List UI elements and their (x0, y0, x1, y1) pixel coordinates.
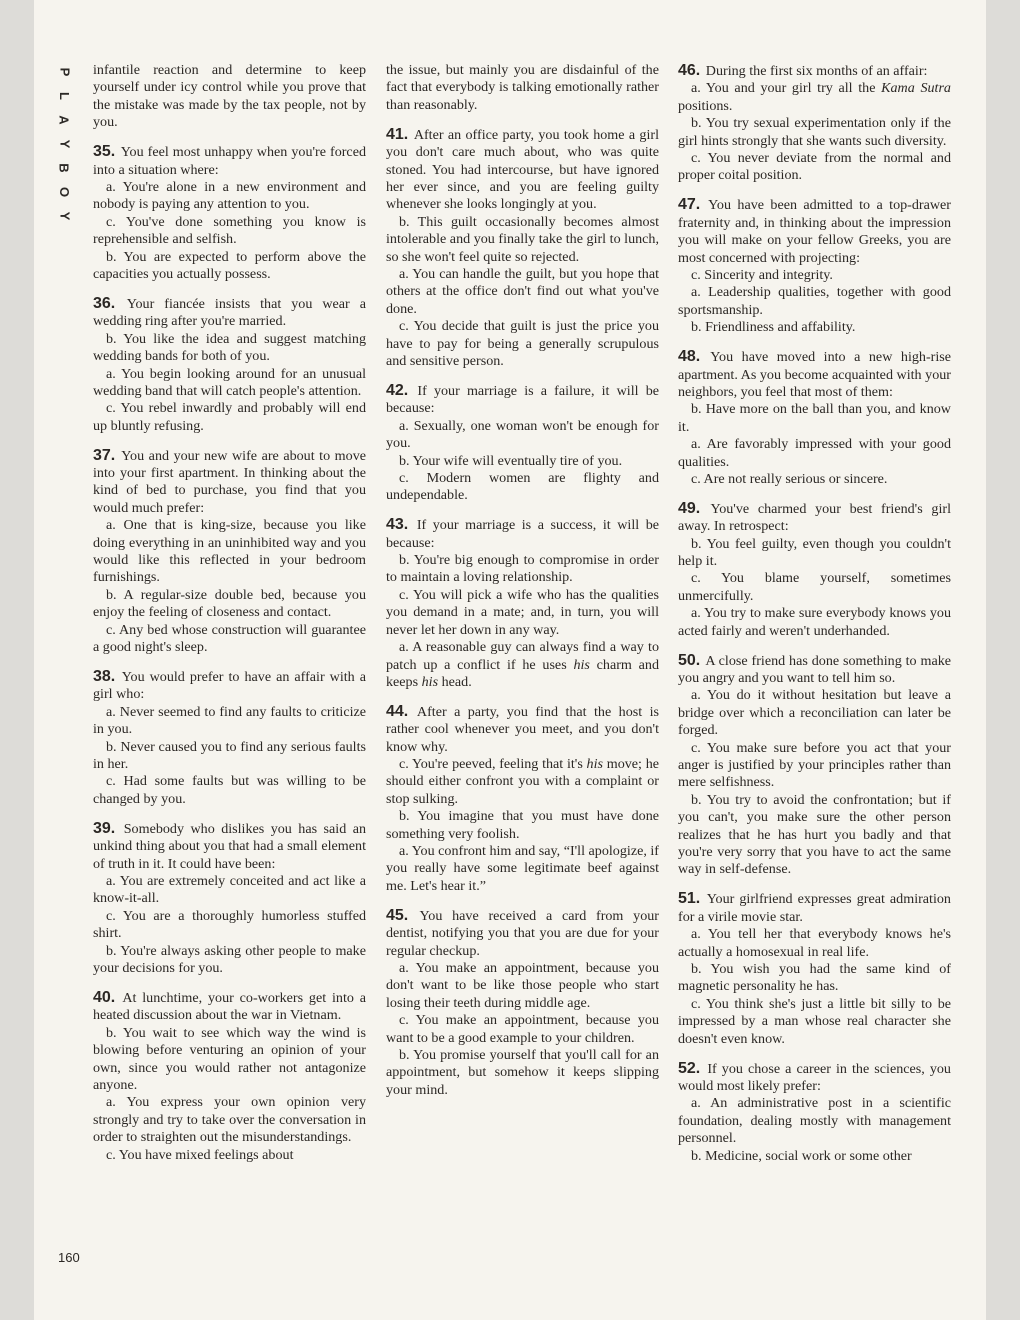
answer-option: c. You think she's just a little bit silly to be impressed by a man whose real character she doesn't even know. (678, 995, 951, 1047)
question-text: Your girlfriend expresses great admiration for a virile movie star. (678, 891, 951, 925)
answer-option: a. You're alone in a new environment and nobody is paying any attention to you. (93, 178, 366, 213)
question-stem (93, 295, 366, 331)
title-letter: O (57, 186, 72, 198)
answer-option: c. You decide that guilt is just the price you have to pay for being a generally scrupulous and sensitive person. (386, 318, 659, 369)
answer-option: b. You're always asking other people to make your decisions for you. (93, 942, 366, 976)
answer-option: b. Have more on the ball than you, and know it. (678, 401, 951, 435)
column-3 (678, 62, 951, 1165)
title-letter: L (56, 92, 72, 100)
question-stem (93, 820, 366, 873)
answer-option: b. You are expected to perform above the capacities you actually possess. (93, 248, 366, 282)
quiz-question (93, 668, 366, 808)
quiz-question (678, 500, 951, 640)
question-stem (386, 907, 659, 960)
answer-option: b. You try to avoid the confrontation; but if you can't, you make sure the other person realizes that he has hurt you badly and that you're very sorry that you have to act the same way in self-defense. (678, 791, 951, 878)
answer-option: a. You and your girl try all the Kama Sutra positions. (678, 80, 951, 114)
answer-option: c. Sincerity and integrity. (691, 266, 833, 283)
quiz-question (386, 703, 659, 895)
column-1-lead-in (93, 62, 366, 132)
quiz-question (93, 989, 366, 1164)
question-number: 48. (678, 348, 701, 366)
answer-option: a. You try to make sure everybody knows you acted fairly and weren't underhanded. (678, 605, 951, 639)
question-number: 39. (93, 819, 116, 837)
quiz-question (93, 820, 366, 978)
lead-in-text: infantile reaction and determine to keep yourself under icy control while you prove that the mistake was made by the tax people, not by you. (93, 62, 366, 131)
question-text: After an office party, you took home a girl you don't care much about, who was quite stoned. You had intercourse, but have ignored her ever since, and you are feeling guilty whenever she looks longingly at you. (386, 126, 660, 213)
answer-option: b. Medicine, social work or some other (691, 1147, 912, 1164)
answer-option: a. You are extremely conceited and act like a know-it-all. (93, 872, 366, 907)
answer-option: b. This guilt occasionally becomes almost intolerable and you finally take the girl to lunch, so she won't feel quite so rejected. (386, 213, 659, 265)
answer-option: b. You wait to see which way the wind is blowing before venturing an opinion of your own, since you would rather not antagonize anyone. (93, 1024, 366, 1093)
question-text: You've charmed your best friend's girl away. In retrospect: (678, 500, 951, 535)
question-number: 36. (93, 294, 116, 312)
question-number: 50. (678, 651, 701, 669)
question-number: 51. (678, 890, 701, 908)
answer-option: a. You tell her that everybody knows he's actually a homosexual in real life. (678, 926, 951, 960)
question-number: 38. (93, 668, 116, 685)
answer-option: a. Never seemed to find any faults to criticize in you. (93, 703, 366, 738)
quiz-question (678, 652, 951, 879)
question-number: 42. (386, 381, 409, 399)
quiz-question (386, 126, 659, 371)
answer-option: b. You're big enough to compromise in order to maintain a loving relationship. (386, 552, 659, 586)
question-text: At lunchtime, your co-workers get into a heated discussion about the war in Vietnam. (93, 989, 367, 1024)
answer-option: a. A reasonable guy can always find a way to patch up a conflict if he uses his charm and keeps his head. (386, 639, 659, 690)
question-text: During the first six months of an affair: (705, 63, 928, 79)
column-1 (93, 62, 366, 1164)
column-2-questions (386, 126, 659, 1100)
answer-option: c. You never deviate from the normal and proper coital position. (678, 150, 951, 184)
question-number: 41. (386, 125, 409, 143)
column-3-questions (678, 62, 951, 1165)
question-stem (678, 348, 951, 401)
answer-option: b. A regular-size double bed, because you enjoy the feeling of closeness and contact. (93, 586, 366, 621)
answer-option: c. Had some faults but was willing to be changed by you. (93, 773, 366, 807)
question-stem (93, 989, 366, 1025)
magazine-title (56, 60, 72, 228)
answer-option: c. You will pick a wife who has the qualities you demand in a mate; and, in turn, you will never let her down in any way. (386, 586, 659, 638)
answer-option: c. You're peeved, feeling that it's his move; he should either confront you with a complaint or stop sulking. (386, 756, 659, 807)
answer-option: b. You like the idea and suggest matching wedding bands for both of you. (93, 330, 366, 365)
question-stem (678, 1060, 951, 1096)
question-text: If your marriage is a success, it will be because: (386, 517, 659, 551)
answer-option: b. Your wife will eventually tire of you. (399, 452, 623, 469)
question-stem (678, 196, 951, 267)
quiz-question (93, 143, 366, 283)
title-letter: Y (56, 139, 72, 149)
question-text: You have received a card from your dentist, notifying you that you are due for your regular checkup. (386, 907, 659, 959)
answer-option: b. You imagine that you must have done something very foolish. (386, 808, 659, 842)
column-2 (386, 62, 659, 1099)
question-text: You and your new wife are about to move into your first apartment. In thinking about the kind of bed to purchase, you find that you would much prefer: (93, 447, 366, 516)
title-letter: Y (56, 211, 72, 221)
title-letter: B (56, 163, 72, 173)
quiz-question (678, 890, 951, 1048)
answer-option: c. You have mixed feelings about (106, 1146, 294, 1163)
column-1-questions (93, 143, 366, 1164)
quiz-question (386, 382, 659, 505)
question-stem (678, 890, 951, 926)
question-text: You would prefer to have an affair with a girl who: (93, 669, 366, 703)
question-number: 35. (93, 143, 116, 161)
answer-option: c. You blame yourself, sometimes unmercifully. (678, 570, 951, 604)
answer-option: c. You make an appointment, because you want to be a good example to your children. (386, 1012, 659, 1046)
quiz-question (93, 447, 366, 657)
emphasis: his (418, 673, 442, 690)
question-number: 44. (386, 702, 409, 720)
quiz-question (678, 62, 951, 185)
answer-option: a. An administrative post in a scientific foundation, dealing mostly with management personnel. (678, 1095, 951, 1147)
question-text: If you chose a career in the sciences, you would most likely prefer: (678, 1060, 951, 1094)
lead-in-text: the issue, but mainly you are disdainful of the fact that everybody is talking emotionally rather than reasonably. (386, 62, 659, 113)
answer-option: b. You wish you had the same kind of magnetic personality he has. (678, 961, 951, 995)
answer-option: b. You try sexual experimentation only if the girl hints strongly that she wants such diversity. (678, 115, 951, 149)
question-number: 40. (93, 988, 116, 1006)
question-stem (93, 668, 366, 704)
question-text: A close friend has done something to make you angry and you want to tell him so. (678, 652, 952, 686)
quiz-question (678, 348, 951, 488)
question-number: 37. (93, 446, 116, 464)
answer-option: c. Modern women are flighty and undependable. (386, 469, 659, 504)
question-stem (678, 652, 951, 688)
answer-option: b. You promise yourself that you'll call for an appointment, but somehow it keeps slipping your mind. (386, 1047, 659, 1098)
answer-option: c. You make sure before you act that your anger is justified by your principles rather than mere selfishness. (678, 739, 951, 791)
question-number: 43. (386, 516, 409, 534)
quiz-question (386, 907, 659, 1099)
answer-option: a. Are favorably impressed with your good qualities. (678, 436, 951, 470)
question-number: 45. (386, 906, 409, 924)
question-stem (386, 516, 659, 552)
answer-option: a. Sexually, one woman won't be enough for you. (386, 417, 659, 452)
column-2-lead-in (386, 62, 659, 114)
question-number: 47. (678, 196, 701, 214)
answer-option: a. You make an appointment, because you don't want to be like those people who start losing their teeth during middle age. (386, 960, 659, 1011)
emphasis: his (566, 656, 597, 673)
question-stem (678, 500, 951, 536)
title-letter: A (56, 115, 72, 125)
question-stem (93, 447, 366, 518)
emphasis: Kama Sutra (881, 80, 951, 97)
quiz-question (93, 295, 366, 435)
answer-option: a. You do it without hesitation but leave a bridge over which a reconciliation can later be forged. (678, 687, 951, 739)
question-text: After a party, you find that the host is rather cool whenever you meet, and you don't know why. (386, 703, 659, 755)
question-stem (386, 126, 659, 214)
question-text: You have moved into a new high-rise apartment. As you become acquainted with your neighbors, you feel that most of them: (678, 349, 951, 400)
question-number: 49. (678, 499, 701, 517)
question-stem (678, 62, 951, 80)
quiz-question (678, 196, 951, 336)
question-number: 52. (678, 1059, 701, 1077)
question-stem (93, 143, 366, 179)
title-letter: P (56, 67, 72, 77)
answer-option: c. Any bed whose construction will guarantee a good night's sleep. (93, 621, 366, 656)
question-stem (386, 382, 659, 418)
answer-option: b. Never caused you to find any serious faults in her. (93, 738, 366, 773)
answer-option: b. You feel guilty, even though you couldn't help it. (678, 535, 951, 570)
page-number: 160 (58, 1250, 80, 1265)
answer-option: c. You are a thoroughly humorless stuffed shirt. (93, 907, 366, 942)
answer-option: b. Friendliness and affability. (691, 319, 856, 336)
answer-option: a. You confront him and say, “I'll apologize, if you really have some legitimate beef against me. Let's hear it.” (386, 843, 659, 894)
answer-option: c. You've done something you know is reprehensible and selfish. (93, 213, 366, 248)
answer-option: a. You express your own opinion very strongly and try to take over the conversation in order to straighten out the misunderstandings. (93, 1094, 366, 1146)
quiz-question (386, 516, 659, 691)
answer-option: c. You rebel inwardly and probably will end up bluntly refusing. (93, 400, 366, 434)
question-text: Somebody who dislikes you has said an unkind thing about you that had a small element of truth in it. It could have been: (93, 820, 367, 872)
answer-option: a. Leadership qualities, together with good sportsmanship. (678, 284, 951, 318)
emphasis: his (582, 756, 607, 773)
answer-option: c. Are not really serious or sincere. (691, 470, 888, 487)
question-text: If your marriage is a failure, it will be because: (386, 382, 659, 417)
answer-option: a. You begin looking around for an unusual wedding band that will catch people's attention. (93, 365, 366, 399)
answer-option: a. You can handle the guilt, but you hope that others at the office don't find out what you've done. (386, 265, 659, 317)
answer-option: a. One that is king-size, because you like doing everything in an uninhibited way and you would like this reflected in your bedroom furnishings. (93, 517, 366, 586)
question-number: 46. (678, 62, 701, 79)
question-text: You feel most unhappy when you're forced into a situation where: (93, 144, 366, 178)
question-stem (386, 703, 659, 756)
quiz-question (678, 1060, 951, 1165)
question-text: Your fiancée insists that you wear a wedding ring after you're married. (93, 295, 366, 330)
question-text: You have been admitted to a top-drawer fraternity and, in thinking about the impression you will make on your fellow Greeks, you are most concerned with projecting: (678, 197, 951, 266)
